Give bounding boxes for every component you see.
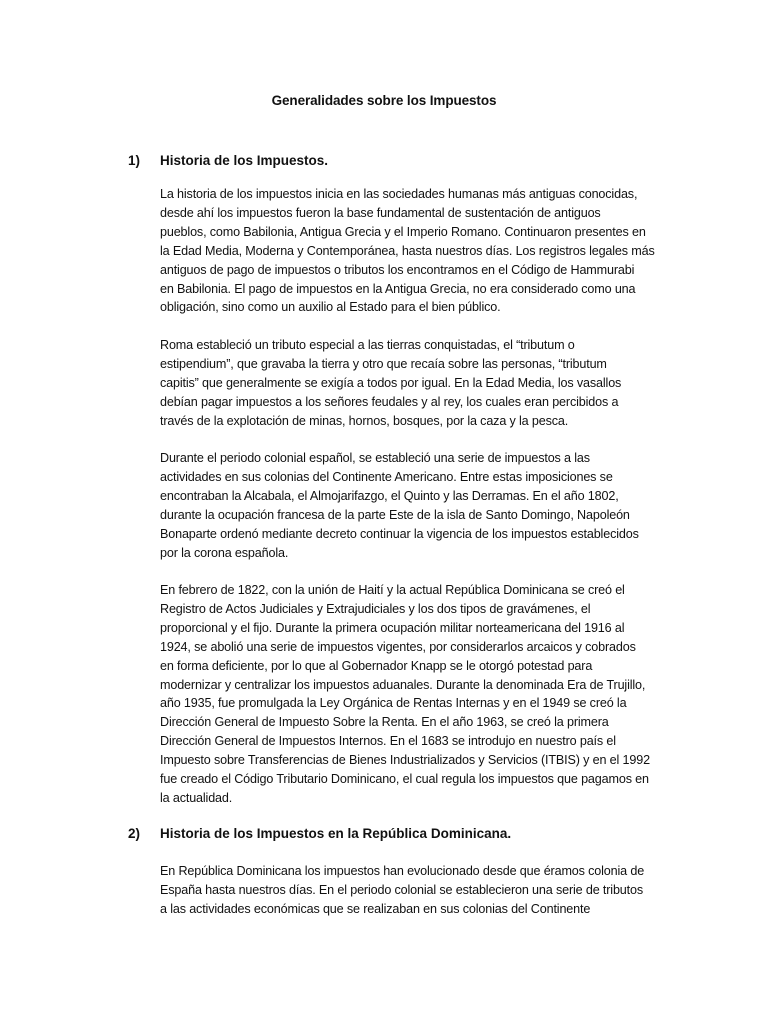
paragraph-line: la Edad Media, Moderna y Contemporánea, hasta nuestros días. Los registros legales más: [160, 243, 655, 258]
section-number: 1): [128, 153, 141, 168]
paragraph-line: proporcional y el fijo. Durante la primera ocupación militar norteamericana del 1916 al: [160, 620, 625, 635]
paragraph-line: la actualidad.: [160, 790, 233, 805]
paragraph-line: obligación, sino como un auxilio al Estado para el bien público.: [160, 300, 501, 315]
paragraph: [160, 862, 720, 919]
paragraph-line: estipendium”, que gravaba la tierra y otro que recaía sobre las personas, “tributum: [160, 356, 607, 371]
paragraph-line: Durante el periodo colonial español, se estableció una serie de impuestos a las: [160, 451, 590, 465]
paragraph-line: Roma estableció un tributo especial a las tierras conquistadas, el “tributum o: [160, 338, 575, 352]
paragraph: [160, 185, 720, 317]
paragraph-line: en forma deficiente, por lo que al Gobernador Knapp se le otorgó potestad para: [160, 658, 593, 673]
paragraph-line: durante la ocupación francesa de la parte Este de la isla de Santo Domingo, Napoleón: [160, 507, 630, 522]
paragraph: [160, 449, 720, 562]
paragraph-line: Dirección General de Impuestos Internos. En el 1683 se introdujo en nuestro país el: [160, 734, 616, 749]
paragraph: [160, 581, 720, 808]
paragraph-line: año 1935, fue promulgada la Ley Orgánica de Rentas Internas y en el 1949 se creó la: [160, 696, 627, 711]
paragraph-line: debían pagar impuestos a los señores feudales y al rey, los cuales eran percibidos a: [160, 394, 619, 409]
section-heading-1: [128, 153, 328, 168]
paragraph-line: capitis” que generalmente se exigía a todos por igual. En la Edad Media, los vasallos: [160, 375, 622, 390]
section-heading-text: Historia de los Impuestos en la República Dominicana.: [160, 826, 512, 841]
paragraph-line: desde ahí los impuestos fueron la base fundamental de sustentación de antiguos: [160, 205, 601, 220]
paragraph-line: Bonaparte ordenó mediante decreto continuar la vigencia de los impuestos establecidos: [160, 526, 639, 541]
paragraph-line: La historia de los impuestos inicia en las sociedades humanas más antiguas conocidas,: [160, 187, 638, 201]
paragraph-line: Dirección General de Impuesto Sobre la Renta. En el año 1963, se creó la primera: [160, 715, 609, 730]
paragraph-line: En febrero de 1822, con la unión de Haití y la actual República Dominicana se creó el: [160, 583, 625, 597]
paragraph-line: pueblos, como Babilonia, Antigua Grecia y el Imperio Romano. Continuaron presentes en: [160, 224, 646, 239]
paragraph-line: En República Dominicana los impuestos han evolucionado desde que éramos colonia de: [160, 864, 645, 878]
paragraph-line: a las actividades económicas que se realizaban en sus colonias del Continente: [160, 901, 591, 916]
section-number: 2): [128, 826, 141, 841]
paragraph-line: Impuesto sobre Transferencias de Bienes Industrializados y Servicios (ITBIS) y en el 1992: [160, 753, 650, 768]
section-heading-2: [128, 826, 511, 841]
paragraph: [160, 336, 720, 431]
paragraph-line: modernizar y centralizar los impuestos aduanales. Durante la denominada Era de Trujillo,: [160, 677, 646, 692]
document-title: Generalidades sobre los Impuestos: [271, 93, 497, 108]
paragraph-line: Registro de Actos Judiciales y Extrajudiciales y los dos tipos de gravámenes, el: [160, 601, 591, 616]
paragraph-line: antiguos de pago de impuestos o tributos los encontramos en el Código de Hammurabi: [160, 262, 635, 277]
paragraph-line: España hasta nuestros días. En el periodo colonial se establecieron una serie de tributos: [160, 882, 644, 897]
section-heading-text: Historia de los Impuestos.: [160, 153, 329, 168]
paragraph-line: actividades en sus colonias del Continente Americano. Entre estas imposiciones se: [160, 469, 613, 484]
paragraph-line: en Babilonia. El pago de impuestos en la Antigua Grecia, no era considerado como una: [160, 281, 636, 296]
paragraph-line: encontraban la Alcabala, el Almojarifazgo, el Quinto y las Derramas. En el año 1802,: [160, 488, 619, 503]
paragraph-line: por la corona española.: [160, 545, 289, 560]
paragraph-line: través de la explotación de minas, hornos, bosques, por la caza y la pesca.: [160, 413, 569, 428]
paragraph-line: 1924, se abolió una serie de impuestos vigentes, por considerarlos arcaicos y cobrados: [160, 639, 636, 654]
paragraph-line: fue creado el Código Tributario Dominicano, el cual regula los impuestos que pagamos en: [160, 772, 649, 787]
